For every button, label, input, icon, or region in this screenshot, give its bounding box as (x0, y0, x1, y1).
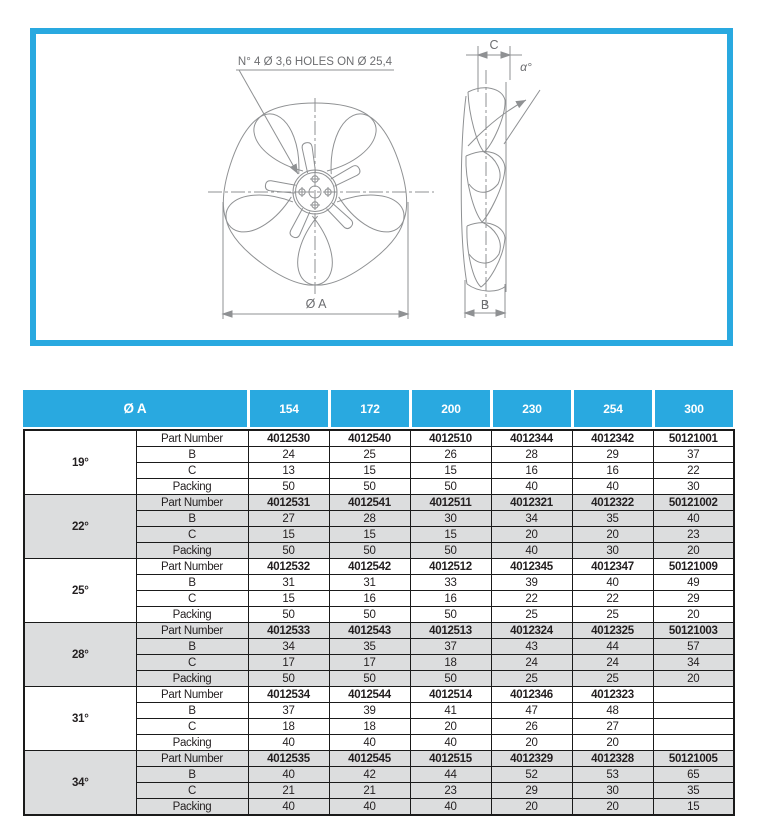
value-cell: 20 (572, 799, 653, 816)
value-cell: 16 (329, 591, 410, 607)
value-cell: 21 (248, 783, 329, 799)
header-col-230: 230 (490, 390, 571, 427)
value-cell: 40 (248, 735, 329, 751)
row-label: C (136, 527, 248, 543)
value-cell: 43 (491, 639, 572, 655)
value-cell: 20 (410, 719, 491, 735)
value-cell: 26 (491, 719, 572, 735)
value-cell: 28 (491, 447, 572, 463)
value-cell: 18 (248, 719, 329, 735)
part-number-cell: 4012322 (572, 495, 653, 511)
value-cell: 52 (491, 767, 572, 783)
value-cell: 27 (572, 719, 653, 735)
value-cell: 29 (572, 447, 653, 463)
row-label: Part Number (136, 687, 248, 703)
value-cell: 13 (248, 463, 329, 479)
value-cell: 15 (329, 463, 410, 479)
part-number-cell (653, 687, 734, 703)
part-number-cell: 4012344 (491, 430, 572, 447)
row-label: B (136, 447, 248, 463)
dim-c (466, 46, 522, 92)
value-cell: 16 (572, 463, 653, 479)
value-cell: 35 (329, 639, 410, 655)
value-cell: 23 (410, 783, 491, 799)
angle-cell: 22° (24, 495, 136, 559)
angle-alpha-label: α° (520, 60, 532, 74)
part-number-cell: 50121001 (653, 430, 734, 447)
table-row (24, 495, 734, 511)
part-number-cell: 4012324 (491, 623, 572, 639)
row-label: Packing (136, 799, 248, 816)
part-number-cell: 4012510 (410, 430, 491, 447)
row-label: Packing (136, 479, 248, 495)
value-cell: 20 (653, 543, 734, 559)
table-row (24, 559, 734, 575)
table-header-row (23, 390, 733, 427)
part-number-cell: 4012346 (491, 687, 572, 703)
value-cell: 25 (572, 671, 653, 687)
value-cell: 20 (491, 527, 572, 543)
part-number-cell: 50121002 (653, 495, 734, 511)
value-cell: 15 (410, 463, 491, 479)
value-cell: 50 (248, 671, 329, 687)
value-cell: 24 (491, 655, 572, 671)
part-number-cell: 4012328 (572, 751, 653, 767)
value-cell: 20 (572, 735, 653, 751)
part-number-cell: 4012515 (410, 751, 491, 767)
part-number-cell: 4012325 (572, 623, 653, 639)
value-cell: 57 (653, 639, 734, 655)
value-cell: 48 (572, 703, 653, 719)
value-cell: 35 (572, 511, 653, 527)
table-row (24, 687, 734, 703)
row-label: Packing (136, 543, 248, 559)
row-label: B (136, 639, 248, 655)
part-number-cell: 4012542 (329, 559, 410, 575)
row-label: C (136, 591, 248, 607)
value-cell: 33 (410, 575, 491, 591)
value-cell: 24 (572, 655, 653, 671)
value-cell: 20 (653, 671, 734, 687)
value-cell: 15 (410, 527, 491, 543)
value-cell: 16 (491, 463, 572, 479)
fan-side-view (461, 82, 506, 292)
value-cell: 50 (410, 543, 491, 559)
angle-cell: 19° (24, 430, 136, 495)
value-cell: 27 (248, 511, 329, 527)
part-number-cell: 4012347 (572, 559, 653, 575)
part-number-cell: 4012540 (329, 430, 410, 447)
part-number-cell: 4012323 (572, 687, 653, 703)
part-number-cell: 4012321 (491, 495, 572, 511)
value-cell: 31 (248, 575, 329, 591)
value-cell: 40 (572, 575, 653, 591)
value-cell: 35 (653, 783, 734, 799)
value-cell: 50 (329, 479, 410, 495)
value-cell: 21 (329, 783, 410, 799)
dim-b-label: B (480, 298, 490, 312)
value-cell: 49 (653, 575, 734, 591)
value-cell: 18 (410, 655, 491, 671)
value-cell: 40 (410, 735, 491, 751)
row-label: Packing (136, 671, 248, 687)
part-number-cell: 4012531 (248, 495, 329, 511)
row-label: B (136, 767, 248, 783)
value-cell: 30 (653, 479, 734, 495)
spec-table (23, 390, 733, 816)
value-cell: 20 (491, 799, 572, 816)
value-cell: 50 (248, 479, 329, 495)
value-cell: 39 (329, 703, 410, 719)
header-diameter-a: Ø A (23, 390, 247, 427)
value-cell: 20 (653, 607, 734, 623)
value-cell: 40 (248, 767, 329, 783)
row-label: C (136, 783, 248, 799)
row-label: C (136, 655, 248, 671)
value-cell: 39 (491, 575, 572, 591)
row-label: Part Number (136, 751, 248, 767)
value-cell: 29 (653, 591, 734, 607)
angle-cell: 28° (24, 623, 136, 687)
value-cell: 40 (410, 799, 491, 816)
value-cell: 20 (491, 735, 572, 751)
value-cell: 40 (329, 735, 410, 751)
value-cell: 40 (248, 799, 329, 816)
value-cell: 50 (248, 607, 329, 623)
table-body (23, 429, 735, 816)
part-number-cell: 4012511 (410, 495, 491, 511)
value-cell: 25 (491, 671, 572, 687)
row-label: Packing (136, 735, 248, 751)
value-cell: 40 (572, 479, 653, 495)
part-number-cell: 4012545 (329, 751, 410, 767)
value-cell: 16 (410, 591, 491, 607)
part-number-cell: 4012534 (248, 687, 329, 703)
angle-cell: 25° (24, 559, 136, 623)
part-number-cell: 4012532 (248, 559, 329, 575)
value-cell: 40 (329, 799, 410, 816)
value-cell: 15 (653, 799, 734, 816)
row-label: B (136, 703, 248, 719)
row-label: B (136, 575, 248, 591)
value-cell: 25 (491, 607, 572, 623)
part-number-cell: 4012533 (248, 623, 329, 639)
value-cell: 40 (653, 511, 734, 527)
value-cell: 22 (653, 463, 734, 479)
value-cell: 37 (248, 703, 329, 719)
part-number-cell: 50121009 (653, 559, 734, 575)
value-cell: 25 (329, 447, 410, 463)
value-cell: 34 (653, 655, 734, 671)
value-cell: 25 (572, 607, 653, 623)
part-number-cell: 4012544 (329, 687, 410, 703)
value-cell: 17 (329, 655, 410, 671)
value-cell: 34 (491, 511, 572, 527)
value-cell: 41 (410, 703, 491, 719)
part-number-cell: 4012329 (491, 751, 572, 767)
value-cell: 40 (491, 479, 572, 495)
value-cell: 53 (572, 767, 653, 783)
table-row (24, 623, 734, 639)
part-number-cell: 50121003 (653, 623, 734, 639)
value-cell: 30 (572, 543, 653, 559)
part-number-cell: 50121005 (653, 751, 734, 767)
center-lines (208, 70, 486, 306)
value-cell: 17 (248, 655, 329, 671)
fan-technical-drawing (36, 34, 727, 340)
value-cell (653, 719, 734, 735)
value-cell: 26 (410, 447, 491, 463)
value-cell: 18 (329, 719, 410, 735)
value-cell: 24 (248, 447, 329, 463)
part-number-cell: 4012535 (248, 751, 329, 767)
value-cell: 37 (653, 447, 734, 463)
header-col-172: 172 (328, 390, 409, 427)
row-label: Part Number (136, 495, 248, 511)
value-cell: 15 (248, 527, 329, 543)
value-cell: 50 (329, 671, 410, 687)
part-number-cell: 4012513 (410, 623, 491, 639)
value-cell: 44 (572, 639, 653, 655)
header-col-254: 254 (571, 390, 652, 427)
value-cell: 65 (653, 767, 734, 783)
row-label: Part Number (136, 559, 248, 575)
part-number-cell: 4012514 (410, 687, 491, 703)
value-cell: 34 (248, 639, 329, 655)
value-cell: 42 (329, 767, 410, 783)
value-cell: 50 (410, 607, 491, 623)
part-number-cell: 4012342 (572, 430, 653, 447)
part-number-cell: 4012345 (491, 559, 572, 575)
value-cell: 22 (491, 591, 572, 607)
row-label: C (136, 463, 248, 479)
row-label: C (136, 719, 248, 735)
header-col-154: 154 (247, 390, 328, 427)
holes-callout-label: N° 4 Ø 3,6 HOLES ON Ø 25,4 (237, 56, 393, 68)
row-label: Part Number (136, 430, 248, 447)
value-cell: 31 (329, 575, 410, 591)
value-cell: 28 (329, 511, 410, 527)
value-cell: 15 (248, 591, 329, 607)
row-label: Part Number (136, 623, 248, 639)
value-cell: 50 (329, 543, 410, 559)
value-cell: 40 (491, 543, 572, 559)
value-cell: 29 (491, 783, 572, 799)
value-cell: 30 (410, 511, 491, 527)
table-row (24, 751, 734, 767)
drawing-frame (30, 28, 733, 346)
dim-c-label: C (489, 38, 499, 52)
header-col-300: 300 (652, 390, 733, 427)
value-cell: 22 (572, 591, 653, 607)
value-cell: 50 (248, 543, 329, 559)
value-cell: 15 (329, 527, 410, 543)
value-cell (653, 703, 734, 719)
value-cell: 23 (653, 527, 734, 543)
part-number-cell: 4012543 (329, 623, 410, 639)
diameter-a-label: Ø A (305, 297, 327, 311)
row-label: B (136, 511, 248, 527)
value-cell (653, 735, 734, 751)
part-number-cell: 4012512 (410, 559, 491, 575)
table-row (24, 430, 734, 447)
part-number-cell: 4012530 (248, 430, 329, 447)
value-cell: 50 (410, 479, 491, 495)
value-cell: 37 (410, 639, 491, 655)
value-cell: 50 (329, 607, 410, 623)
part-number-cell: 4012541 (329, 495, 410, 511)
value-cell: 44 (410, 767, 491, 783)
row-label: Packing (136, 607, 248, 623)
angle-cell: 31° (24, 687, 136, 751)
value-cell: 30 (572, 783, 653, 799)
angle-cell: 34° (24, 751, 136, 816)
value-cell: 20 (572, 527, 653, 543)
header-col-200: 200 (409, 390, 490, 427)
value-cell: 47 (491, 703, 572, 719)
value-cell: 50 (410, 671, 491, 687)
